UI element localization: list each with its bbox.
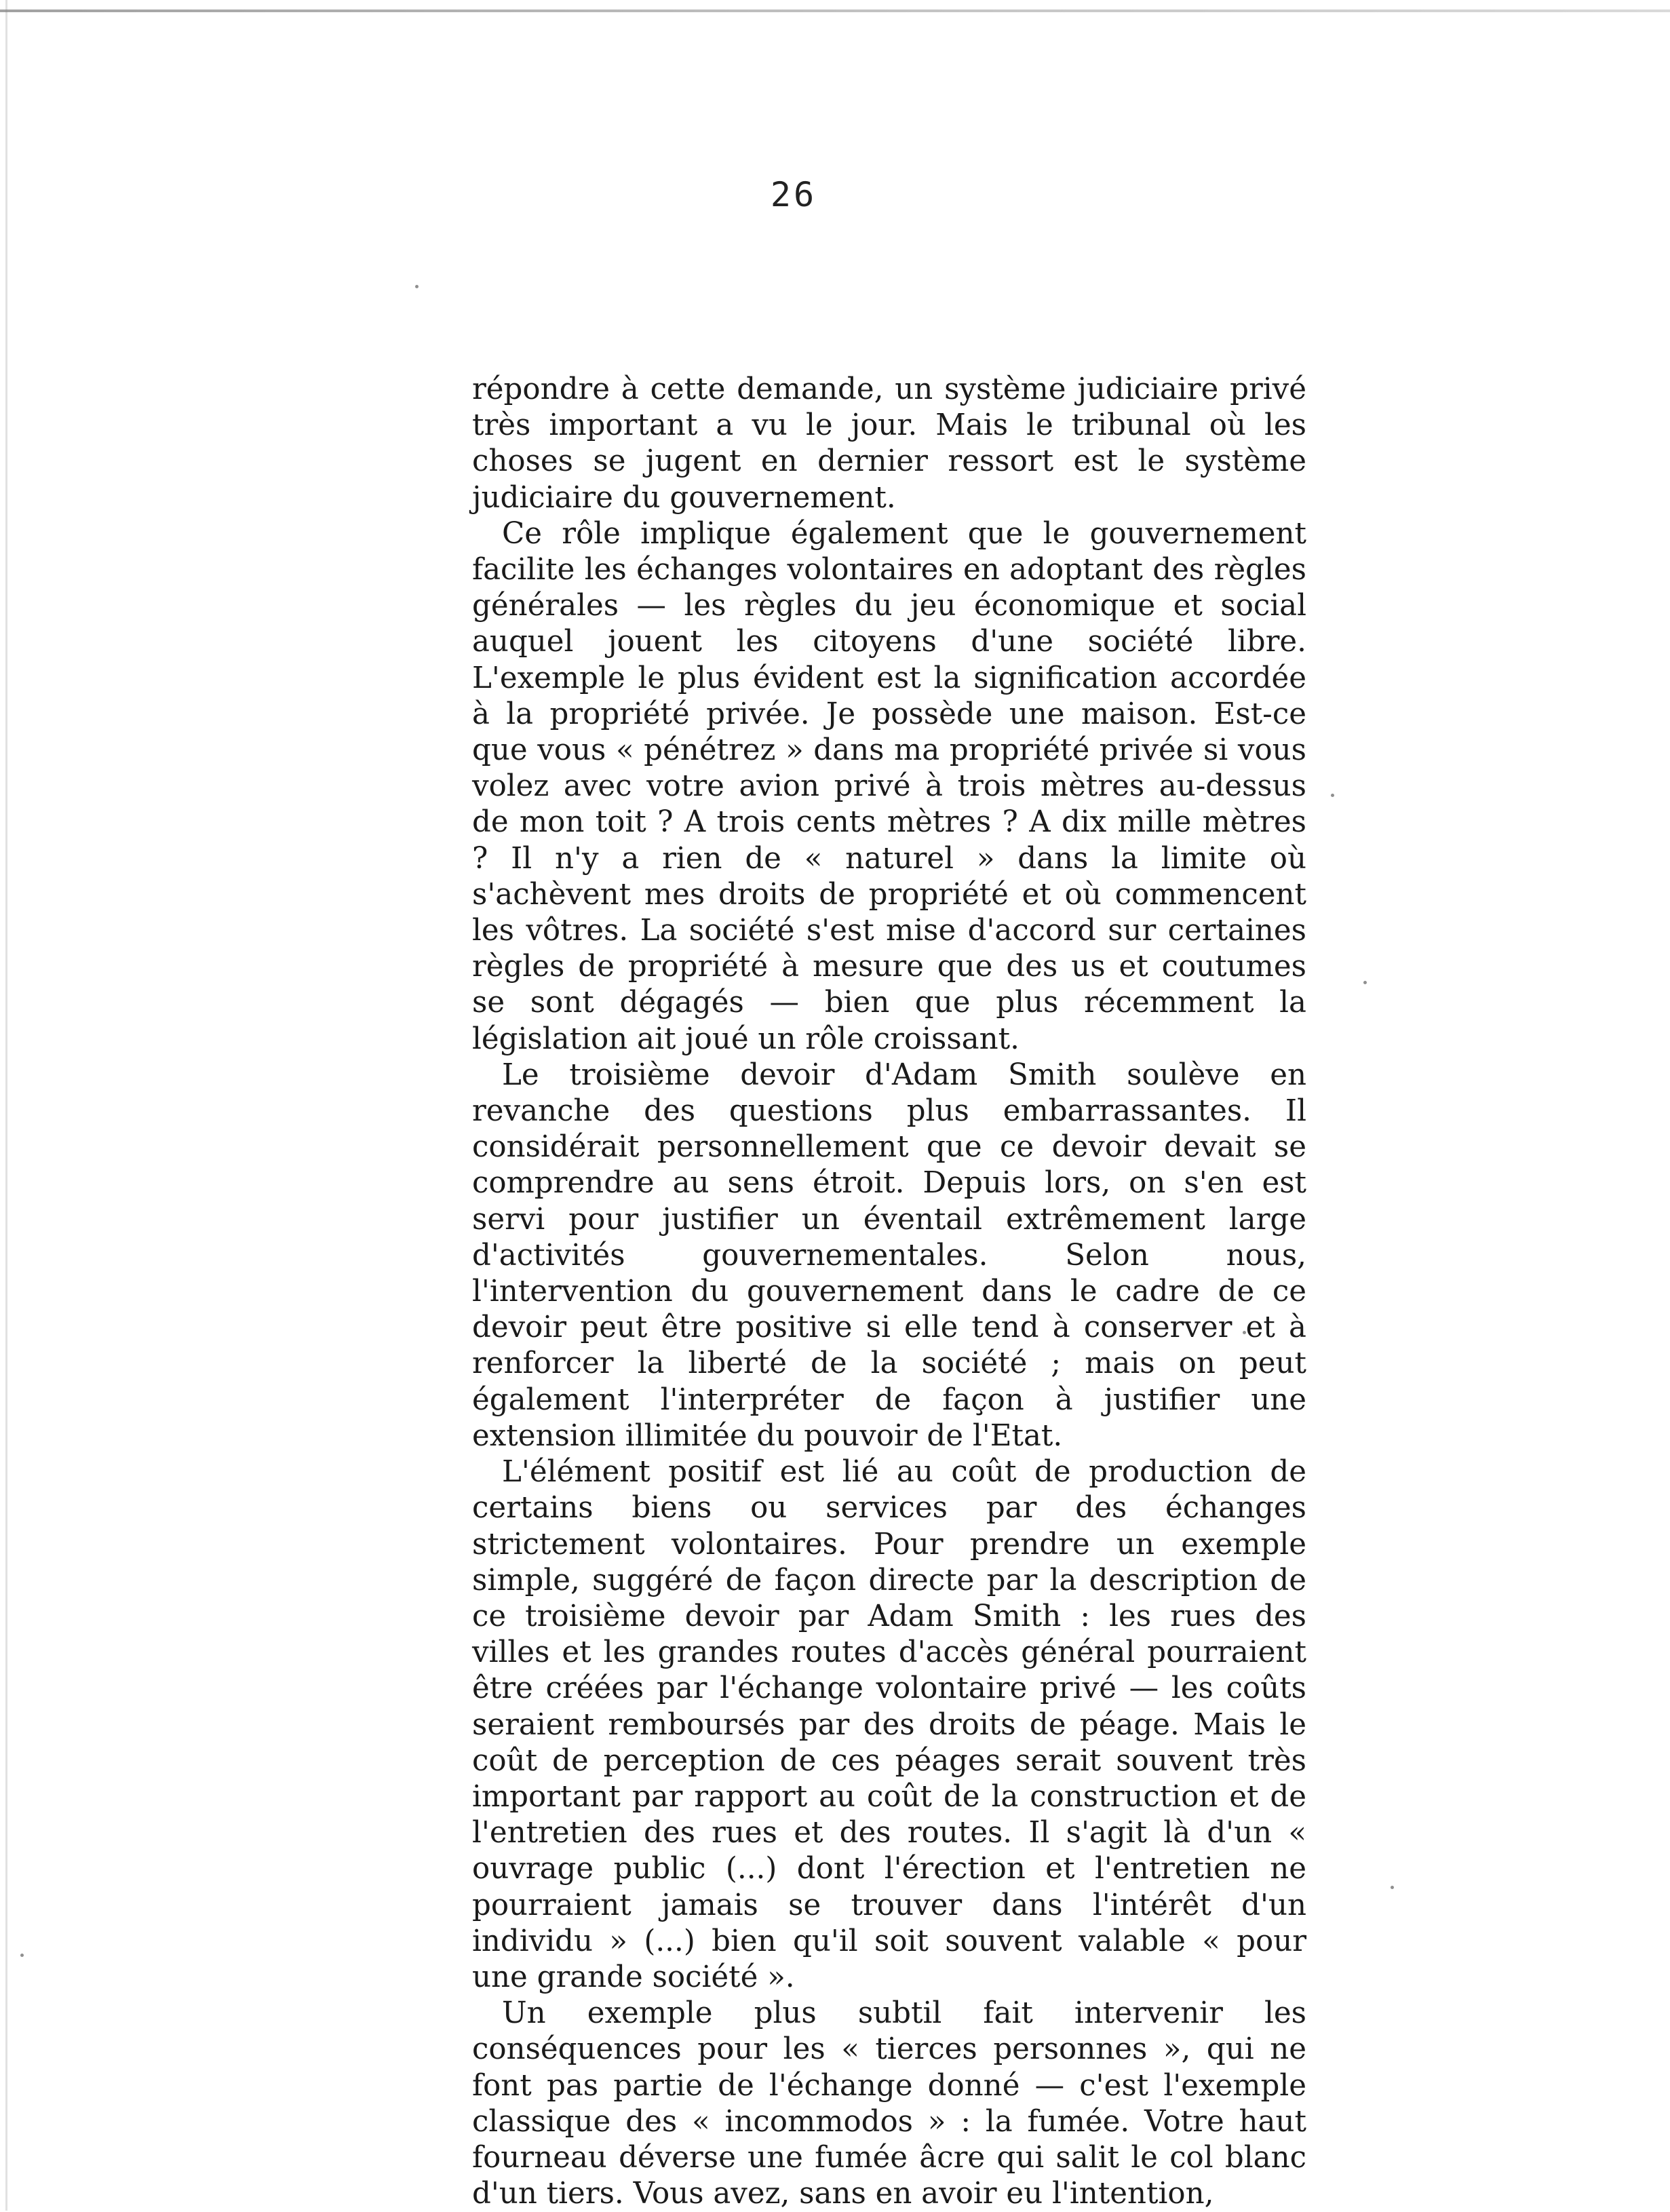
- scan-speck: [415, 285, 419, 288]
- body-text: [472, 372, 1306, 2212]
- paragraph: L'élément positif est lié au coût de production de certains biens ou services par des échanges strictement volontaires. Pour prendre un exemple simple, suggéré de façon directe par la description de ce troisième devoir par Adam Smith : les rues des villes et les grandes routes d'accès général pourraient être créées par l'échange volontaire privé — les coûts seraient remboursés par des droits de péage. Mais le coût de perception de ces péages serait souvent très important par rapport au coût de la construction et de l'entretien des rues et des routes. Il s'agit là d'un « ouvrage public (...) dont l'érection et l'entretien ne pourraient jamais se trouver dans l'intérêt d'un individu » (...) bien qu'il soit souvent valable « pour une grande société ».: [472, 1455, 1306, 1994]
- scan-speck: [1331, 794, 1334, 797]
- scan-left-edge: [5, 0, 7, 2211]
- paragraph: répondre à cette demande, un système judiciaire privé très important a vu le jour. Mais le tribunal où les choses se jugent en dernier ressort est le système judiciaire du gouvernement.: [472, 372, 1306, 515]
- scan-top-edge: [0, 9, 1670, 12]
- paragraph: Un exemple plus subtil fait intervenir les conséquences pour les « tierces personnes », qui ne font pas partie de l'échange donné — c'est l'exemple classique des « incommodos » : la fumée. Votre haut fourneau déverse une fumée âcre qui salit le col blanc d'un tiers. Vous avez, sans en avoir eu l'intention,: [472, 1996, 1306, 2211]
- scan-speck: [1391, 1886, 1394, 1889]
- paragraph: Ce rôle implique également que le gouvernement facilite les échanges volontaires en adoptant des règles générales — les règles du jeu économique et social auquel jouent les citoyens d'une société libre. L'exemple le plus évident est la signification accordée à la propriété privée. Je possède une maison. Est-ce que vous « pénétrez » dans ma propriété privée si vous volez avec votre avion privé à trois mètres au-dessus de mon toit ? A trois cents mètres ? A dix mille mètres ? Il n'y a rien de « naturel » dans la limite où s'achèvent mes droits de propriété et où commencent les vôtres. La société s'est mise d'accord sur certaines règles de propriété à mesure que des us et coutumes se sont dégagés — bien que plus récemment la législation ait joué un rôle croissant.: [472, 516, 1306, 1056]
- scan-speck: [20, 1954, 24, 1957]
- page-number: 26: [770, 175, 817, 214]
- scan-speck: [1363, 981, 1367, 984]
- paragraph: Le troisième devoir d'Adam Smith soulève en revanche des questions plus embarrassantes. Il considérait personnellement que ce devoir devait se comprendre au sens étroit. Depuis lors, on s'en est servi pour justifier un éventail extrêmement large d'activités gouvernementales. Selon nous, l'intervention du gouvernement dans le cadre de ce devoir peut être positive si elle tend à conserver et à renforcer la liberté de la société ; mais on peut également l'interpréter de façon à justifier une extension illimitée du pouvoir de l'Etat.: [472, 1058, 1306, 1453]
